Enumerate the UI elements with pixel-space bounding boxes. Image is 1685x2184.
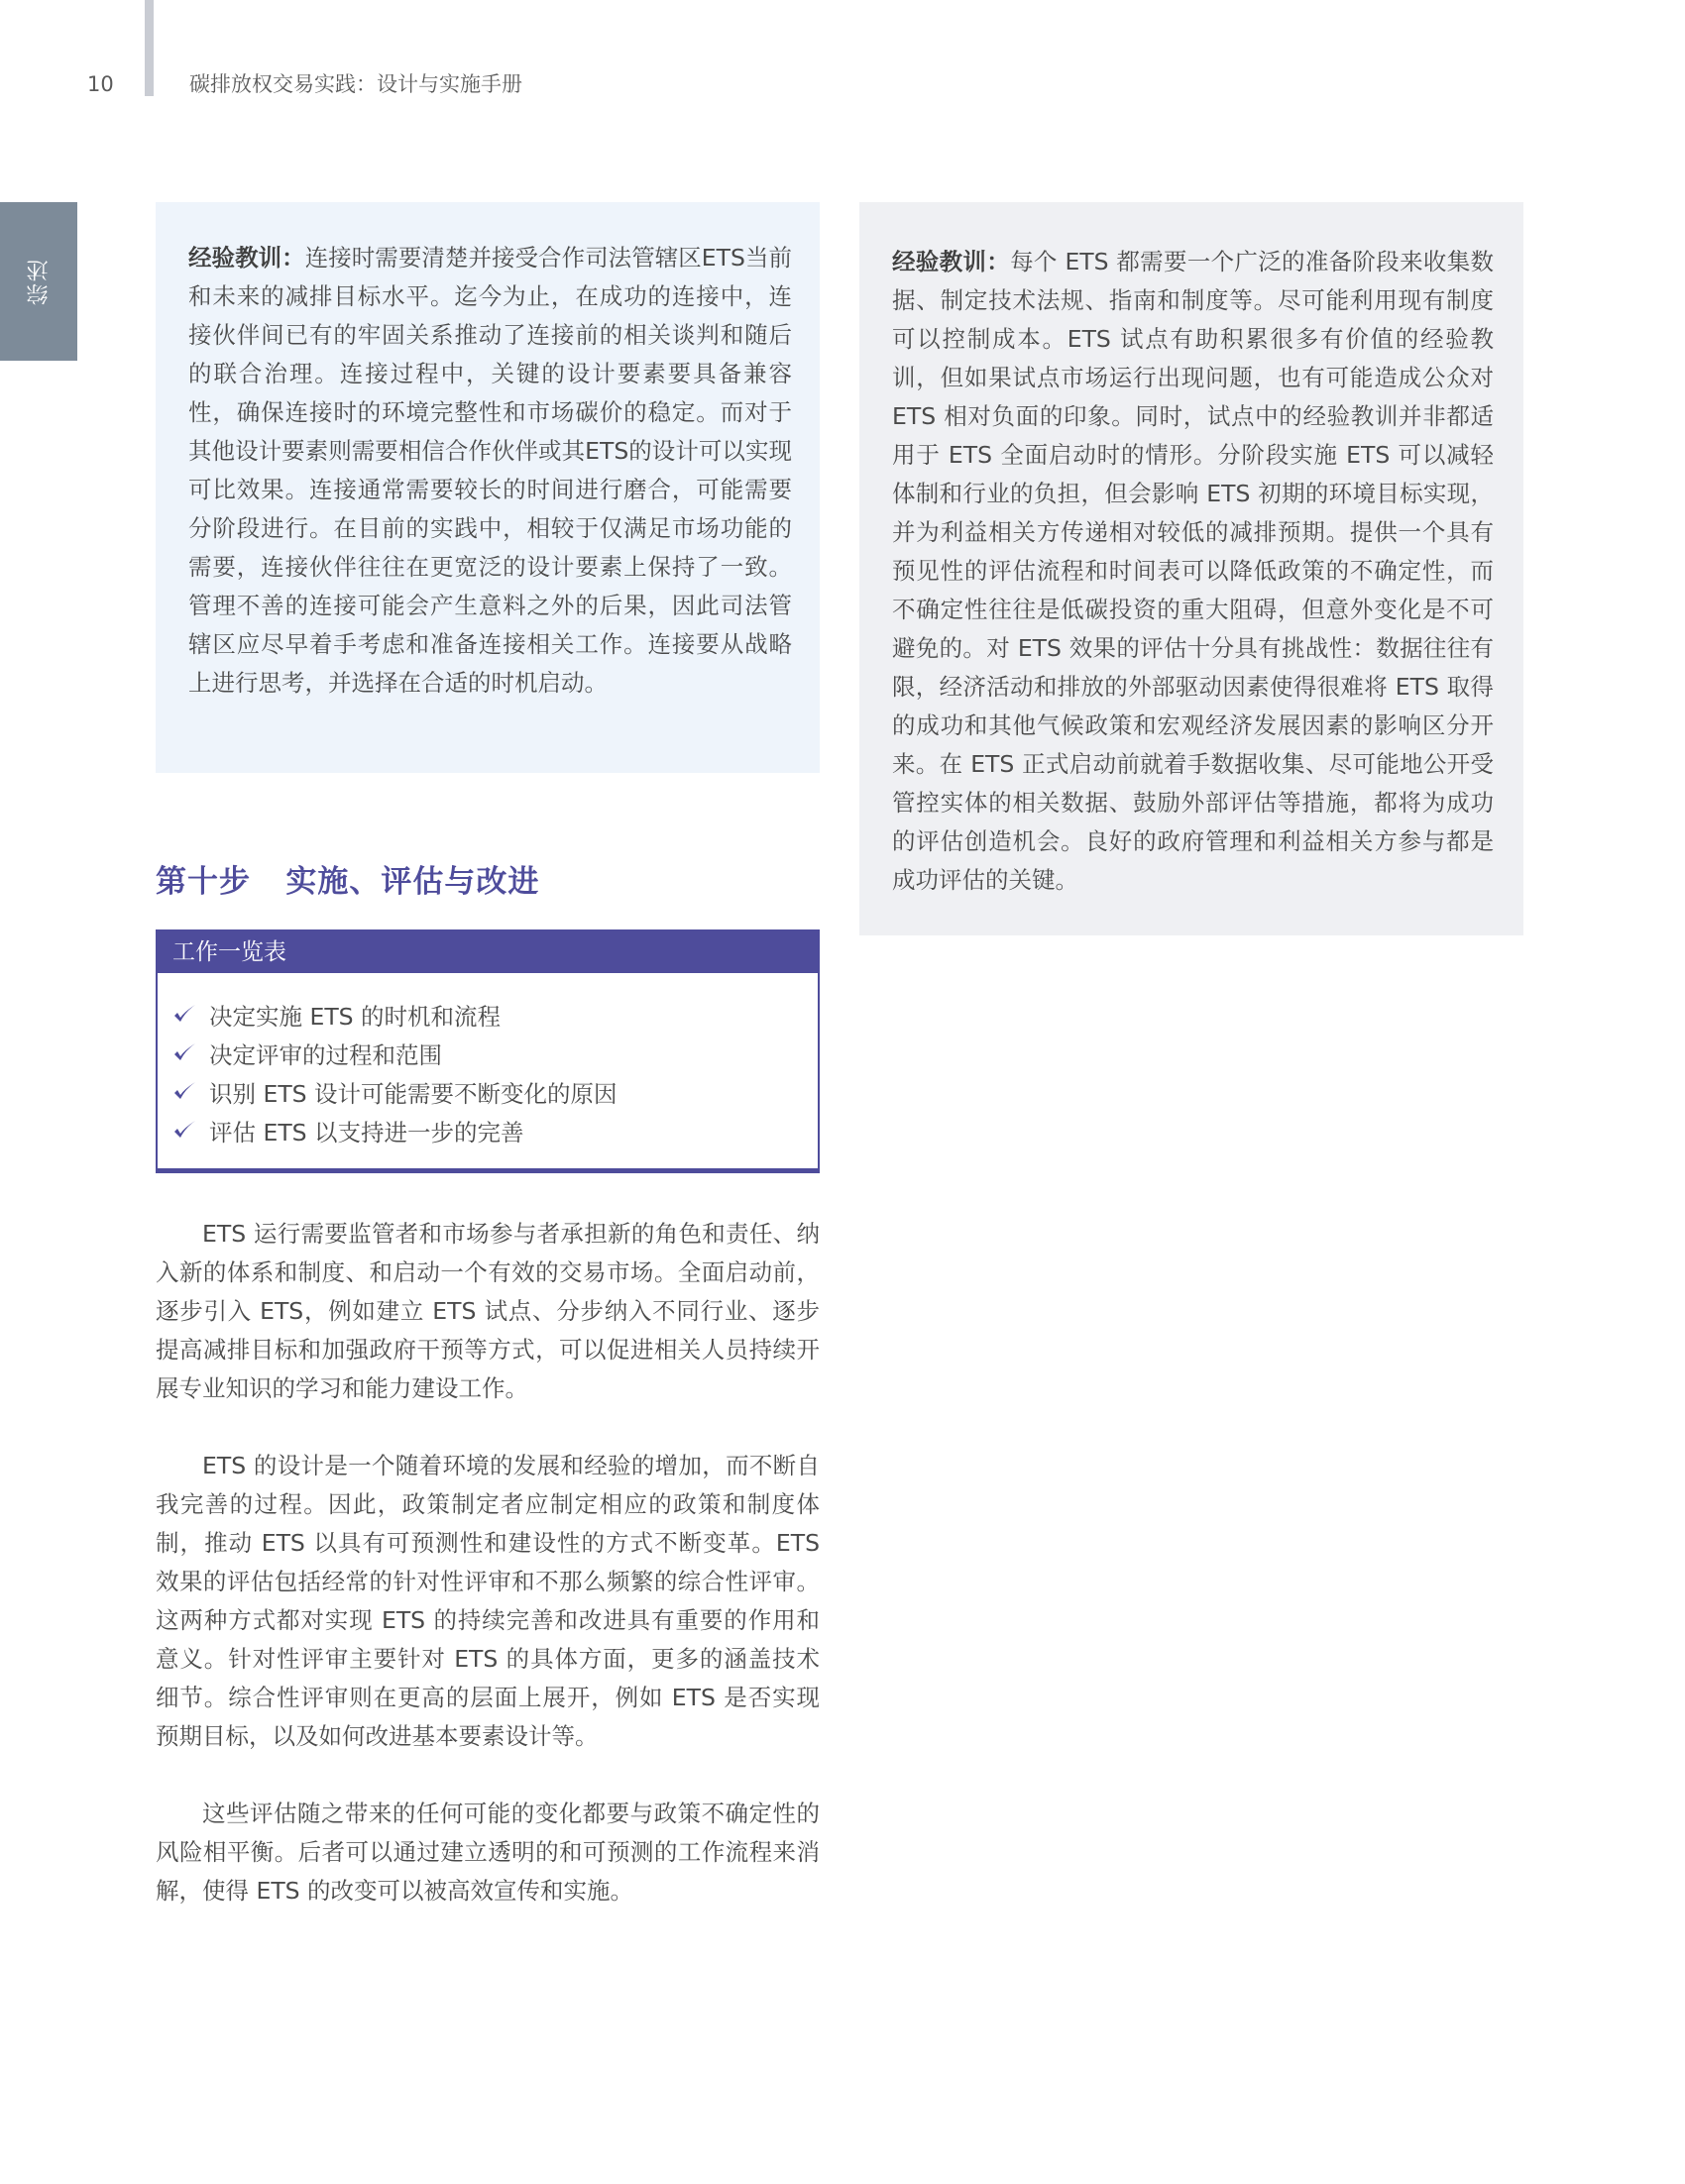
checklist-items xyxy=(158,973,818,1149)
header-accent-bar xyxy=(145,0,154,96)
lesson-label: 经验教训： xyxy=(892,248,1011,275)
checklist-item-label: 评估 ETS 以支持进一步的完善 xyxy=(209,1118,524,1147)
checkmark-icon xyxy=(171,1118,197,1144)
lesson-label: 经验教训： xyxy=(188,244,305,272)
checklist-item xyxy=(171,1072,818,1111)
lesson-body: 连接时需要清楚并接受合作司法管辖区ETS当前和未来的减排目标水平。迄今为止，在成功的连接中，连接伙伴间已有的牢固关系推动了连接前的相关谈判和随后的联合治理。连接过程中，关键的设计要素要具备兼容性，确保连接时的环境完整性和市场碳价的稳定。而对于其他设计要素则需要相信合作伙伴或其ETS的设计可以实现可比效果。连接通常需要较长的时间进行磨合，可能需要分阶段进行。在目前的实践中，相较于仅满足市场功能的需要，连接伙伴往往在更宽泛的设计要素上保持了一致。管理不善的连接可能会产生意料之外的后果，因此司法管辖区应尽早着手考虑和准备连接相关工作。连接要从战略上进行思考，并选择在合适的时机启动。 xyxy=(188,244,792,697)
checklist-item-label: 识别 ETS 设计可能需要不断变化的原因 xyxy=(209,1079,618,1108)
body-paragraph: ETS 运行需要监管者和市场参与者承担新的角色和责任、纳入新的体系和制度、和启动一个有效的交易市场。全面启动前，逐步引入 ETS，例如建立 ETS 试点、分步纳入不同行业、逐步提高减排目标和加强政府干预等方式，可以促进相关人员持续开展专业知识的学习和能力建设工作。 xyxy=(156,1220,820,1402)
body-paragraph: 这些评估随之带来的任何可能的变化都要与政策不确定性的风险相平衡。后者可以通过建立透明的和可预测的工作流程来消解，使得 ETS 的改变可以被高效宣传和实施。 xyxy=(156,1800,820,1905)
section-heading: 第十步 实施、评估与改进 xyxy=(156,864,540,900)
lesson-text-linking xyxy=(188,239,792,703)
checkmark-icon xyxy=(171,1002,197,1028)
work-checklist xyxy=(156,929,820,1173)
lesson-box-linking xyxy=(156,202,820,773)
checkmark-icon xyxy=(171,1079,197,1105)
side-tab-label: 综述 xyxy=(26,258,52,305)
lesson-box-implementation xyxy=(859,202,1523,935)
running-title: 碳排放权交易实践：设计与实施手册 xyxy=(189,72,522,96)
body-paragraph: ETS 的设计是一个随着环境的发展和经验的增加，而不断自我完善的过程。因此，政策制定者应制定相应的政策和制度体制，推动 ETS 以具有可预测性和建设性的方式不断变革。ETS 效果的评估包括经常的针对性评审和不那么频繁的综合性评审。这两种方式都对实现 ETS 的持续完善和改进具有重要的作用和意义。针对性评审主要针对 ETS 的具体方面，更多的涵盖技术细节。综合性评审则在更高的层面上展开，例如 ETS 是否实现预期目标，以及如何改进基本要素设计等。 xyxy=(156,1452,820,1750)
checklist-title: 工作一览表 xyxy=(158,931,818,973)
checklist-item xyxy=(171,1111,818,1149)
side-section-tab[interactable] xyxy=(0,202,77,361)
page-number: 10 xyxy=(87,72,114,96)
checklist-item xyxy=(171,1034,818,1072)
lesson-text-implementation xyxy=(892,243,1494,900)
checkmark-icon xyxy=(171,1040,197,1066)
checklist-item xyxy=(171,995,818,1034)
checklist-item-label: 决定评审的过程和范围 xyxy=(209,1040,442,1069)
lesson-body: 每个 ETS 都需要一个广泛的准备阶段来收集数据、制定技术法规、指南和制度等。尽可能利用现有制度可以控制成本。ETS 试点有助积累很多有价值的经验教训，但如果试点市场运行出现问题，也有可能造成公众对 ETS 相对负面的印象。同时，试点中的经验教训并非都适用于 ETS 全面启动时的情形。分阶段实施 ETS 可以减轻体制和行业的负担，但会影响 ETS 初期的环境目标实现，并为利益相关方传递相对较低的减排预期。提供一个具有预见性的评估流程和时间表可以降低政策的不确定性，而不确定性往往是低碳投资的重大阻碍，但意外变化是不可避免的。对 ETS 效果的评估十分具有挑战性：数据往往有限，经济活动和排放的外部驱动因素使得很难将 ETS 取得的成功和其他气候政策和宏观经济发展因素的影响区分开来。在 ETS 正式启动前就着手数据收集、尽可能地公开受管控实体的相关数据、鼓励外部评估等措施，都将为成功的评估创造机会。良好的政府管理和利益相关方参与都是成功评估的关键。 xyxy=(892,248,1495,894)
checklist-item-label: 决定实施 ETS 的时机和流程 xyxy=(209,1002,502,1031)
